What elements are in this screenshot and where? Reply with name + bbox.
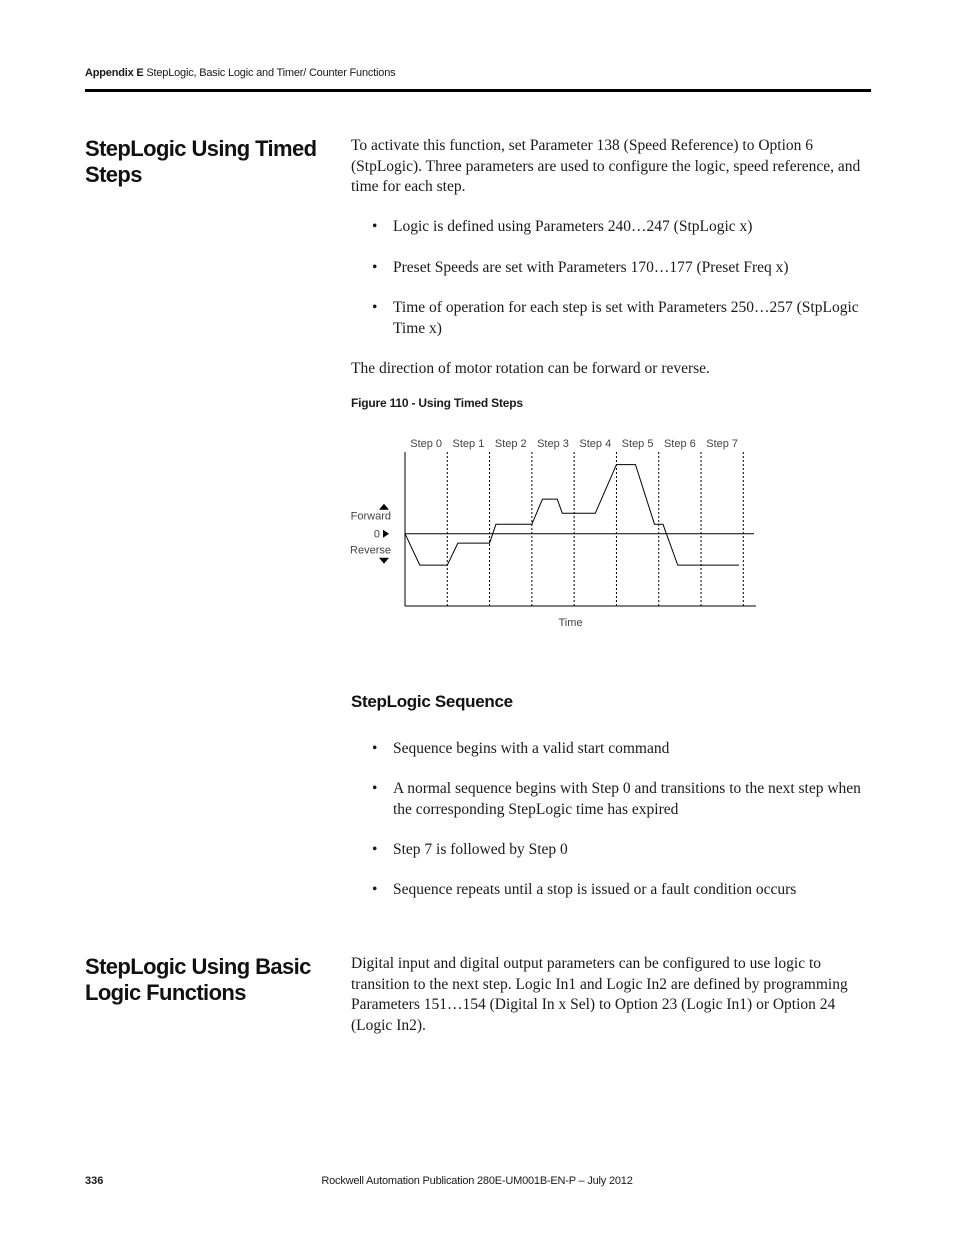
step-label: Step 1 — [452, 438, 485, 450]
bullet-text: Time of operation for each step is set with Parameters 250…257 (StpLogic Time x) — [393, 299, 859, 337]
step-label: Step 6 — [663, 438, 696, 450]
header-rule — [85, 89, 871, 92]
section-title-basic-logic: StepLogic Using Basic Logic Functions — [85, 954, 311, 1005]
speed-profile-line — [405, 465, 739, 566]
down-arrow-icon — [379, 558, 389, 564]
section-title-timed-steps: StepLogic Using Timed Steps — [85, 136, 317, 187]
zero-label: 0 — [373, 528, 380, 541]
basic-logic-body: Digital input and digital output parameters can be configured to use logic to transition to the next step. Logic In1 and Logic In2 are defined by programming Parameters 151…154 (Digital In x Sel) to Option 23 (Logic In1) or Option 24 (Logic In2). — [351, 955, 848, 1034]
x-axis-label: Time — [558, 617, 583, 629]
reverse-label: Reverse — [350, 544, 391, 557]
list-item — [372, 880, 872, 901]
list-item — [372, 217, 872, 238]
publication-info: Rockwell Automation Publication 280E-UM001B-EN-P – July 2012 — [321, 1175, 633, 1187]
bullet-dot: • — [372, 881, 378, 898]
list-item — [372, 258, 872, 279]
timed-steps-intro: To activate this function, set Parameter 138 (Speed Reference) to Option 6 (StpLogic). Three parameters are used to configure the logic, speed reference, and time for each step. — [351, 137, 861, 195]
forward-label: Forward — [350, 510, 391, 523]
bullet-text: Preset Speeds are set with Parameters 170…177 (Preset Freq x) — [393, 259, 789, 276]
step-label: Step 3 — [537, 438, 569, 450]
subsection-title-sequence: StepLogic Sequence — [351, 692, 513, 711]
bullet-dot: • — [372, 218, 378, 235]
page-number: 336 — [85, 1175, 104, 1187]
step-label: Step 7 — [706, 438, 739, 450]
bullet-dot: • — [372, 841, 378, 858]
direction-note: The direction of motor rotation can be forward or reverse. — [351, 360, 710, 377]
right-arrow-icon — [383, 530, 389, 538]
list-item — [372, 739, 872, 760]
step-label: Step 2 — [494, 438, 527, 450]
step-label: Step 5 — [621, 438, 654, 450]
running-header — [85, 67, 395, 79]
list-item — [372, 779, 872, 820]
list-item — [372, 298, 872, 339]
bullet-dot: • — [372, 780, 378, 797]
step-label: Step 4 — [579, 438, 612, 450]
up-arrow-icon — [379, 504, 389, 510]
appendix-title: StepLogic, Basic Logic and Timer/ Counter Functions — [146, 67, 396, 79]
appendix-label: Appendix E — [85, 67, 144, 79]
timed-steps-chart — [340, 430, 770, 640]
bullet-dot: • — [372, 740, 378, 757]
bullet-text: A normal sequence begins with Step 0 and transitions to the next step when the corresponding StepLogic time has expired — [393, 780, 861, 818]
step-label: Step 0 — [410, 438, 443, 450]
figure-caption: Figure 110 - Using Timed Steps — [351, 396, 523, 410]
bullet-text: Logic is defined using Parameters 240…247 (StpLogic x) — [393, 218, 753, 235]
list-item — [372, 840, 872, 861]
bullet-text: Step 7 is followed by Step 0 — [393, 841, 568, 858]
bullet-text: Sequence repeats until a stop is issued or a fault condition occurs — [393, 881, 797, 898]
bullet-dot: • — [372, 259, 378, 276]
bullet-dot: • — [372, 299, 378, 316]
bullet-text: Sequence begins with a valid start command — [393, 740, 670, 757]
